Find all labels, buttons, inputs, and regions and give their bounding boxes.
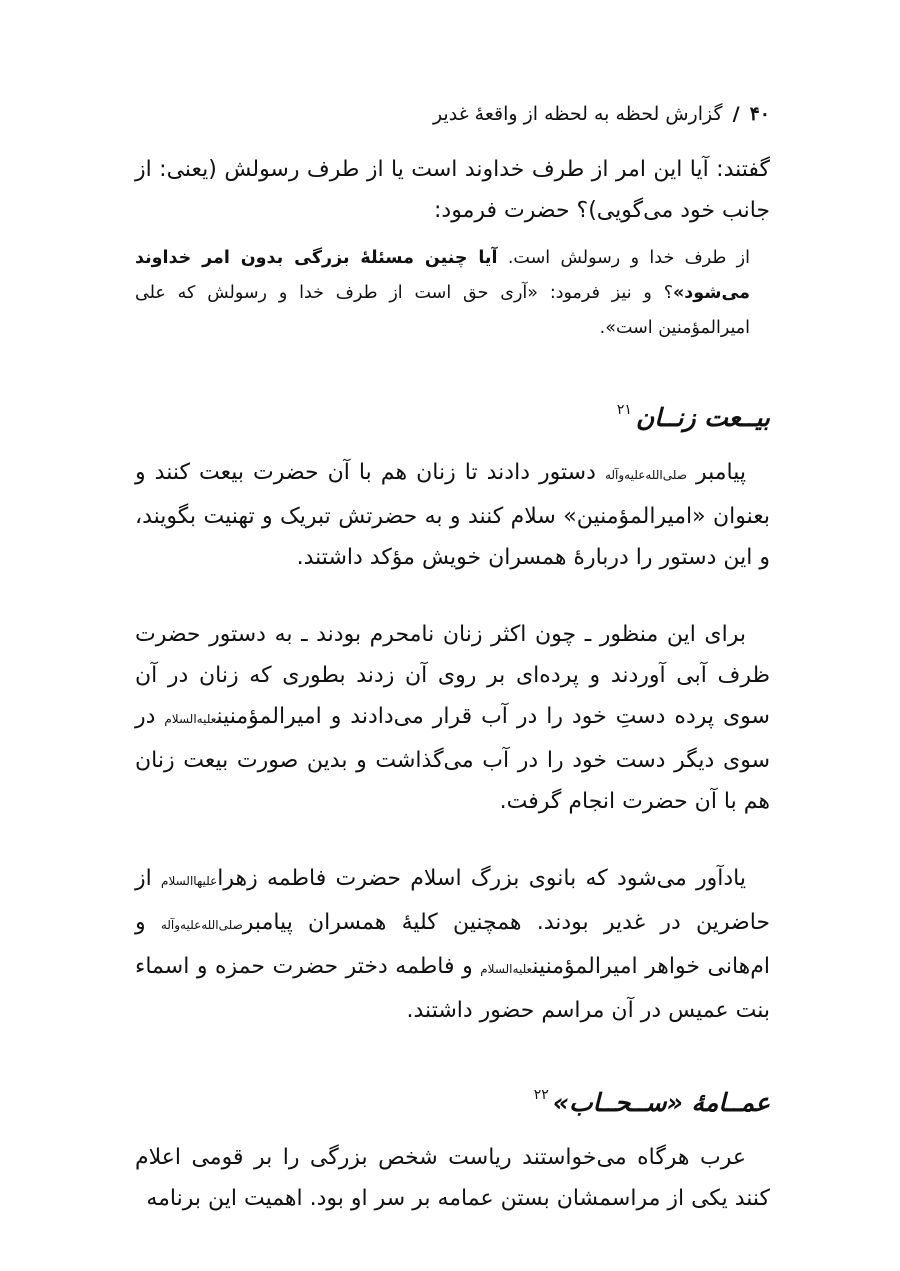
- quote-block: [135, 241, 770, 346]
- honorific: علیه‌السلام: [480, 962, 533, 976]
- quote-text-2: ؟ و نیز فرمود: «آری حق است از طرف خدا و رسولش که علی امیرالمؤمنین است».: [135, 283, 750, 338]
- paragraph-text: یادآور می‌شود که بانوی بزرگ اسلام حضرت فاطمه زهرا: [217, 866, 746, 891]
- paragraph: [135, 614, 770, 822]
- book-title: گزارش لحظه به لحظه از واقعهٔ غدیر: [432, 103, 723, 125]
- paragraph-text: و فاطمه دختر حضرت حمزه و اسماء بنت عمیس در آن مراسم حضور داشتند.: [135, 954, 770, 1023]
- paragraph-text: از حاضرین در غدیر بودند. همچنین کلیهٔ همسران پیامبر: [135, 866, 770, 935]
- paragraph-text: دستور دادند تا زنان هم با آن حضرت بیعت کنند و بعنوان «امیرالمؤمنین» سلام کنند و به حضرتش تبریک و تهنیت بگویند، و این دستور را دربارهٔ همسران خویش مؤکد داشتند.: [135, 460, 770, 570]
- section-title: عمــامهٔ «ســحــاب»: [552, 1088, 770, 1117]
- paragraph-gap: [135, 588, 770, 614]
- page-number: ۴۰: [749, 103, 770, 125]
- footnote-marker: ۲۱: [616, 402, 632, 418]
- paragraph-gap: [135, 832, 770, 858]
- document-page: [135, 85, 770, 1229]
- paragraph-text: در سوی دیگر دست خود را در آب می‌گذاشت و بدین صورت بیعت زنان هم با آن حضرت انجام گرفت.: [135, 704, 770, 814]
- paragraph-text: پیامبر: [686, 460, 746, 485]
- running-header: [135, 99, 770, 129]
- honorific: علیه‌السلام: [164, 712, 217, 726]
- intro-paragraph: گفتند: آیا این امر از طرف خداوند است یا از طرف رسولش (یعنی: از جانب خود می‌گویی)؟ حضرت فرمود:: [135, 157, 770, 223]
- paragraph: [135, 858, 770, 1031]
- section-heading-turban-sahab: [135, 1075, 770, 1123]
- quote-bold-text: آیا چنین مسئلهٔ بزرگی بدون امر خداوند می‌شود»: [135, 248, 750, 303]
- paragraph: عرب هرگاه می‌خواستند ریاست شخص بزرگی را بر قومی اعلام کنند یکی از مراسمشان بستن عمامه بر سر او بود. اهمیت این برنامه: [135, 1145, 770, 1211]
- honorific: صلی‌الله‌علیه‌وآله: [604, 468, 687, 482]
- paragraph-text: برای این منظور ـ چون اکثر زنان نامحرم بودند ـ به دستور حضرت ظرف آبی آوردند و پرده‌ای بر روی آن زدند بطوری که زنان در آن سوی پرده دستِ خود را در آب قرار می‌دادند و امیرالمؤمنین: [135, 622, 770, 729]
- quote-text-1: از طرف خدا و رسولش است.: [497, 248, 750, 268]
- honorific: علیهاالسلام: [161, 874, 218, 888]
- section-heading-women-allegiance: [135, 390, 770, 438]
- paragraph: [135, 452, 770, 578]
- footnote-marker: ۲۲: [533, 1087, 549, 1103]
- paragraph-text: و ام‌هانی خواهر امیرالمؤمنین: [135, 910, 770, 979]
- section-title: بیــعت زنــان: [635, 403, 770, 432]
- header-separator: /: [732, 103, 740, 125]
- honorific: صلی‌الله‌علیه‌وآله: [160, 918, 243, 932]
